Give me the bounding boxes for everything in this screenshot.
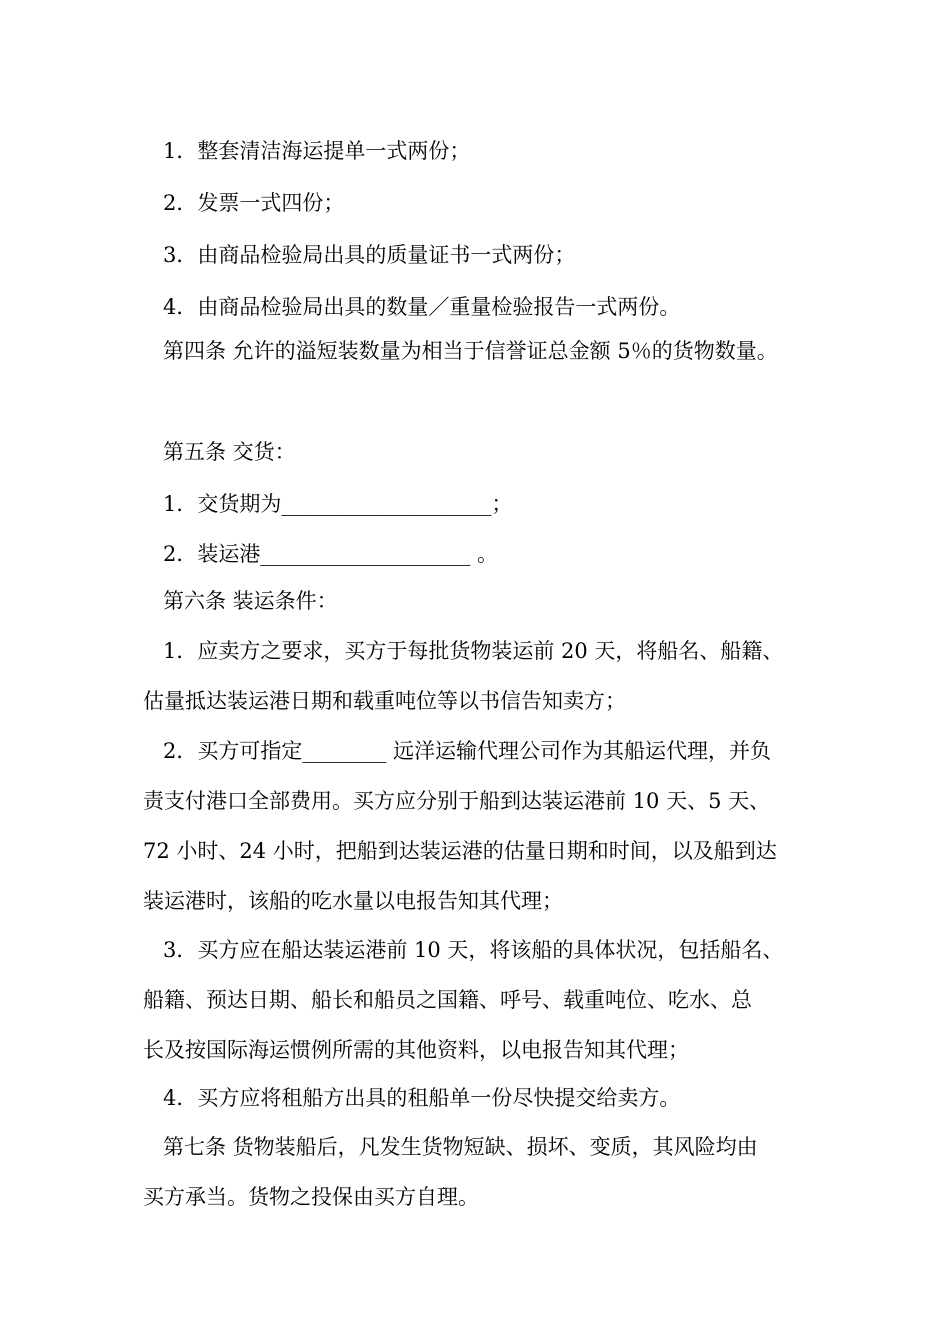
clause-3-item-2: 2．发票一式四份； bbox=[163, 191, 345, 215]
clause-5-item-1: 1．交货期为____________________； bbox=[163, 492, 513, 516]
clause-6-item-2-line-2: 责支付港口全部费用。买方应分别于船到达装运港前 10 天、5 天、 bbox=[143, 789, 771, 813]
clause-6-item-4: 4．买方应将租船方出具的租船单一份尽快提交给卖方。 bbox=[163, 1086, 681, 1110]
clause-7-line-1: 第七条 货物装船后，凡发生货物短缺、损坏、变质，其风险均由 bbox=[163, 1135, 758, 1159]
clause-5-item-2: 2．装运港____________________ 。 bbox=[163, 542, 499, 566]
clause-6-item-3-line-3: 长及按国际海运惯例所需的其他资料，以电报告知其代理； bbox=[143, 1038, 689, 1062]
clause-6-item-1-line-1: 1．应卖方之要求，买方于每批货物装运前 20 天，将船名、船籍、 bbox=[163, 639, 784, 663]
clause-6-item-2-line-4: 装运港时，该船的吃水量以电报告知其代理； bbox=[143, 889, 563, 913]
clause-3-item-3: 3．由商品检验局出具的质量证书一式两份； bbox=[163, 243, 576, 267]
clause-6-item-1-line-2: 估量抵达装运港日期和载重吨位等以书信告知卖方； bbox=[143, 689, 626, 713]
clause-6-heading: 第六条 装运条件： bbox=[163, 589, 338, 613]
clause-6-item-2-line-3: 72 小时、24 小时，把船到达装运港的估量日期和时间，以及船到达 bbox=[143, 839, 777, 863]
clause-6-item-3-line-1: 3．买方应在船达装运港前 10 天，将该船的具体状况，包括船名、 bbox=[163, 938, 784, 962]
clause-4: 第四条 允许的溢短装数量为相当于信誉证总金额 5％的货物数量。 bbox=[163, 339, 778, 363]
clause-3-item-4: 4．由商品检验局出具的数量／重量检验报告一式两份。 bbox=[163, 295, 681, 319]
clause-6-item-3-line-2: 船籍、预达日期、船长和船员之国籍、呼号、载重吨位、吃水、总 bbox=[143, 988, 752, 1012]
clause-6-item-2-line-1: 2．买方可指定________ 远洋运输代理公司作为其船运代理，并负 bbox=[163, 739, 772, 763]
clause-5-heading: 第五条 交货： bbox=[163, 440, 296, 464]
clause-7-line-2: 买方承当。货物之投保由买方自理。 bbox=[143, 1185, 479, 1209]
clause-3-item-1: 1．整套清洁海运提单一式两份； bbox=[163, 139, 471, 163]
